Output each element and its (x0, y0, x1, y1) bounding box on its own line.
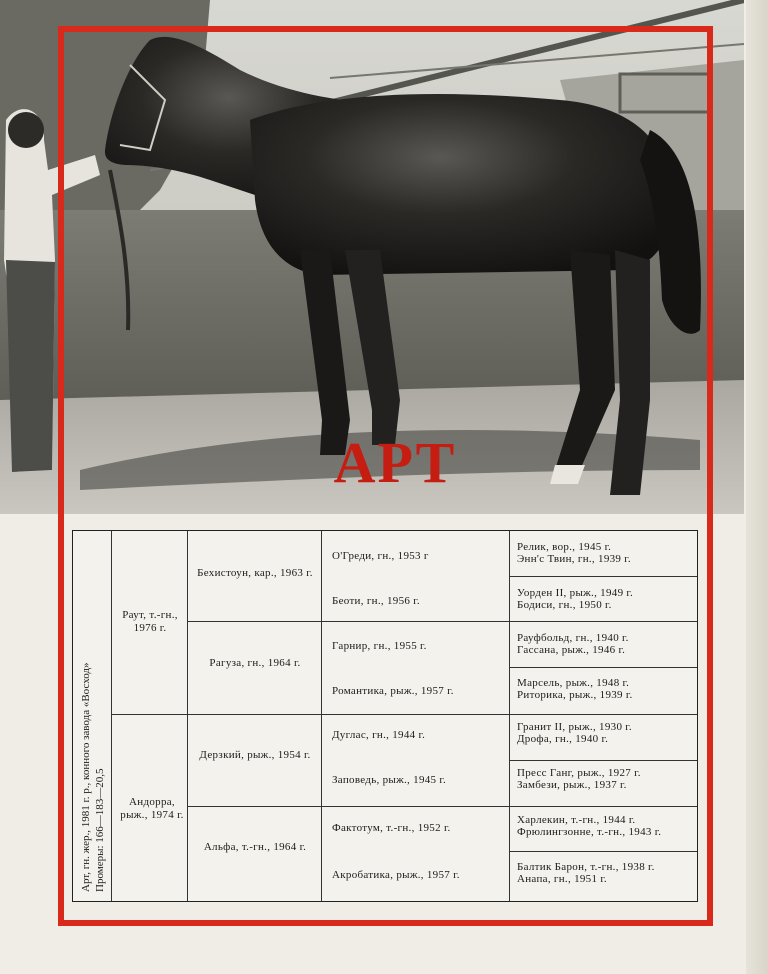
gen4-ancestor: Замбези, рыж., 1937 г. (517, 779, 627, 791)
row-divider (509, 576, 697, 577)
granddam-paternal: Рагуза, гн., 1964 г. (209, 657, 301, 669)
page-edge (746, 0, 768, 974)
gen3-ancestor: Гарнир, гн., 1955 г. (332, 640, 427, 652)
column-divider (321, 531, 322, 901)
gen4-ancestor: Фрюлингзонне, т.-гн., 1943 г. (517, 826, 662, 838)
gen4-ancestor: Гранит II, рыж., 1930 г. (517, 721, 632, 733)
gen4-ancestor: Балтик Барон, т.-гн., 1938 г. (517, 861, 655, 873)
row-divider (509, 667, 697, 668)
gen3-ancestor: Беоти, гн., 1956 г. (332, 595, 420, 607)
granddam-maternal: Альфа, т.-гн., 1964 г. (203, 841, 307, 853)
row-divider (187, 621, 697, 622)
gen4-ancestor: Харлекин, т.-гн., 1944 г. (517, 814, 636, 826)
gen4-ancestor: Дрофа, гн., 1940 г. (517, 733, 609, 745)
gen4-ancestor: Марсель, рыж., 1948 г. (517, 677, 630, 689)
grandsire-maternal: Дерзкий, рыж., 1954 г. (199, 749, 311, 761)
gen4-ancestor: Уорден II, рыж., 1949 г. (517, 587, 634, 599)
horse-info-line1: Арт, гн. жер., 1981 г. р., конного завода «Восход» (80, 662, 92, 892)
gen4-ancestor: Релик, вор., 1945 г. (517, 541, 612, 553)
gen3-ancestor: Дуглас, гн., 1944 г. (332, 729, 426, 741)
gen4-ancestor: Риторика, рыж., 1939 г. (517, 689, 633, 701)
grandsire-paternal: Бехистоун, кар., 1963 г. (197, 567, 313, 579)
gen4-ancestor: Энн'с Твин, гн., 1939 г. (517, 553, 631, 565)
pedigree-table (72, 530, 698, 902)
gen3-ancestor: Фактотум, т.-гн., 1952 г. (332, 822, 451, 834)
column-divider (111, 531, 112, 901)
row-divider (509, 760, 697, 761)
gen4-ancestor: Бодиси, гн., 1950 г. (517, 599, 612, 611)
gen4-ancestor: Пресс Ганг, рыж., 1927 г. (517, 767, 641, 779)
column-divider (187, 531, 188, 901)
horse-info-measurements: Промеры: 166—183—20,5 (94, 768, 106, 892)
gen3-ancestor: Заповедь, рыж., 1945 г. (332, 774, 447, 786)
gen3-ancestor: Романтика, рыж., 1957 г. (332, 685, 454, 697)
gen4-ancestor: Анапа, гн., 1951 г. (517, 873, 607, 885)
page-title: АРТ (333, 430, 457, 495)
horse-info (75, 535, 111, 899)
column-divider (509, 531, 510, 901)
sire: Раут, т.-гн., 1976 г. (122, 609, 178, 634)
row-divider (187, 806, 697, 807)
row-divider (111, 714, 697, 715)
gen4-ancestor: Рауфбольд, гн., 1940 г. (517, 632, 629, 644)
gen3-ancestor: О'Греди, гн., 1953 г (332, 550, 429, 562)
gen3-ancestor: Акробатика, рыж., 1957 г. (332, 869, 460, 881)
dam: Андорра, рыж., 1974 г. (120, 796, 184, 821)
row-divider (509, 851, 697, 852)
gen4-ancestor: Гассана, рыж., 1946 г. (517, 644, 626, 656)
